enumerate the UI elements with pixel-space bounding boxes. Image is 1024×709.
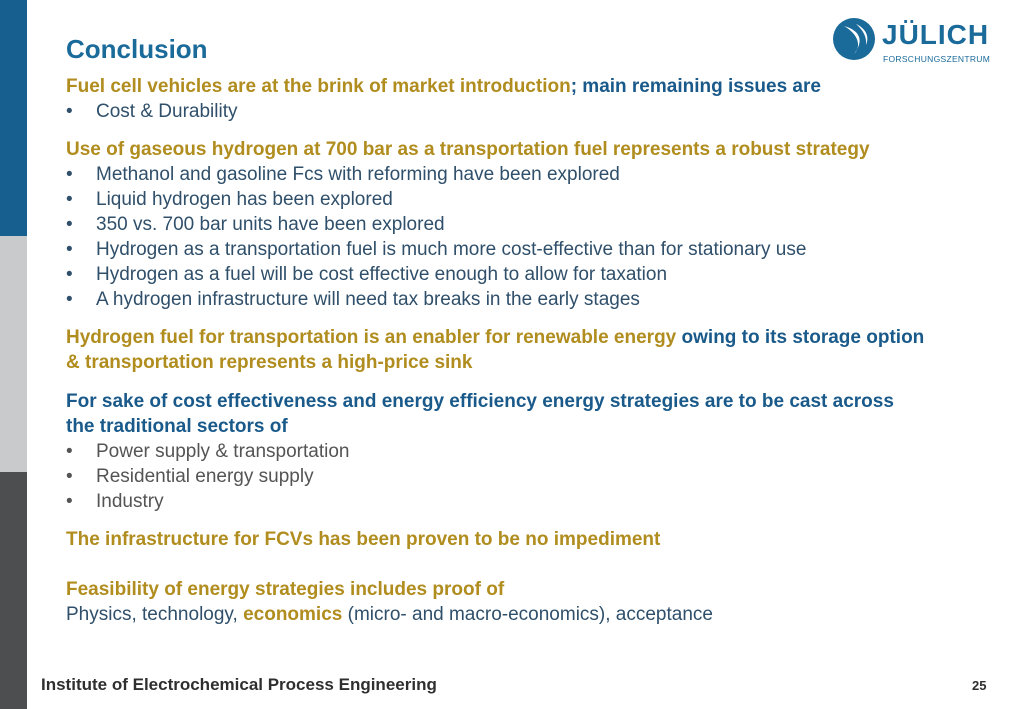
section-4-line-2: the traditional sectors of [66,416,288,437]
section-3-text-part-b: owing to its storage option [676,327,925,348]
section-6-economics: economics [243,604,343,625]
section-5-heading: The infrastructure for FCVs has been proven to be no impediment [66,529,661,550]
footer-institute: Institute of Electrochemical Process Engineering [41,675,437,694]
list-item: • Hydrogen as a transportation fuel is much more cost-effective than for stationary use [66,237,1016,262]
list-item: • Cost & Durability [66,99,1016,124]
list-item: • Power supply & transportation [66,439,1016,464]
section-3-text-part-a: Hydrogen fuel for transportation is an enabler for renewable energy [66,327,677,348]
section-1-heading [66,74,1016,99]
section-6-text [66,602,1016,627]
side-bar-blue [0,0,27,236]
section-6-text-part-a: Physics, technology, [66,604,244,625]
side-bar-dark-gray [0,472,27,709]
list-item: • Residential energy supply [66,464,1016,489]
list-item: • Liquid hydrogen has been explored [66,187,1016,212]
section-2-bullets [66,162,1016,312]
list-item: • 350 vs. 700 bar units have been explored [66,212,1016,237]
section-1-bullets [66,99,1016,124]
section-3-text-part-c: & transportation represents a high-price sink [66,352,473,373]
section-1-heading-part-a: Fuel cell vehicles are at the brink of market introduction [66,76,571,97]
section-6-heading: Feasibility of energy strategies includes proof of [66,579,505,600]
list-item: • Industry [66,489,1016,514]
side-bar-light-gray [0,236,27,472]
list-item: • A hydrogen infrastructure will need tax breaks in the early stages [66,287,1016,312]
slide-title: Conclusion [66,34,208,64]
section-6-text-part-c: (micro- and macro-economics), acceptance [342,604,713,625]
section-3-text [66,325,1016,375]
logo-wordmark: JÜLICH [882,19,990,50]
section-1-heading-part-b: ; main remaining issues are [570,76,821,97]
list-item: • Methanol and gasoline Fcs with reforming have been explored [66,162,1016,187]
section-2-heading: Use of gaseous hydrogen at 700 bar as a transportation fuel represents a robust strategy [66,139,870,160]
section-4-bullets [66,439,1016,514]
list-item: • Hydrogen as a fuel will be cost effective enough to allow for taxation [66,262,1016,287]
logo-subtitle: FORSCHUNGSZENTRUM [883,54,991,64]
julich-logo-icon [832,16,876,62]
julich-logo [832,14,991,66]
section-4-heading [66,389,1016,439]
slide-content [66,74,1016,627]
page-number: 25 [972,678,987,693]
section-4-line-1: For sake of cost effectiveness and energy efficiency energy strategies are to be cast across [66,391,894,412]
